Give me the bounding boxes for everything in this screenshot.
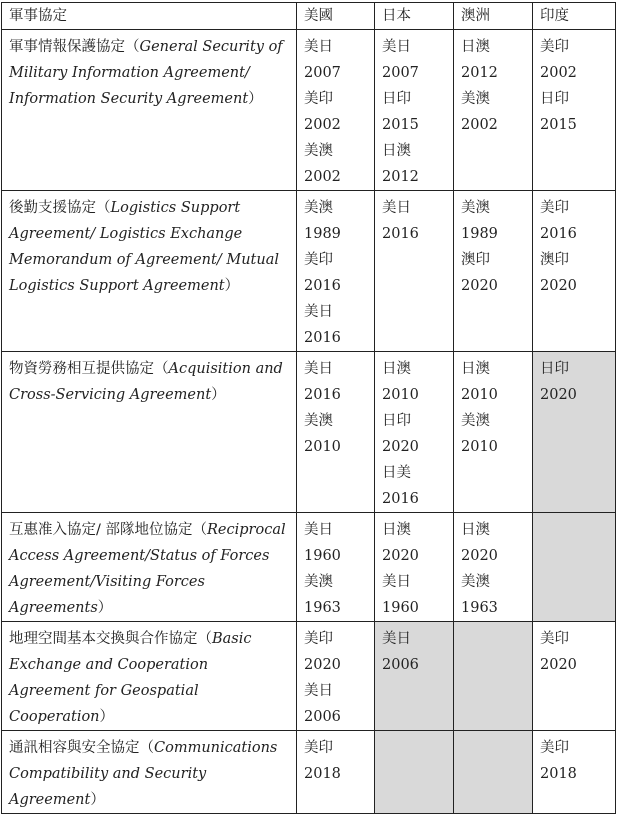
agreement-pair [382,34,447,86]
agreement-pair [304,34,368,86]
pair-year: 2006 [304,709,341,725]
agreement-pair [461,517,526,569]
agreement-name-zh: 物資勞務相互提供協定（ [9,361,169,377]
agreement-pair [461,247,526,299]
header-country-japan: 日本 [375,3,454,30]
cell-japan [375,622,454,731]
cell-japan [375,191,454,352]
agreement-name-zh: 互惠准入協定/ 部隊地位協定（ [9,522,207,538]
agreement-name-en: Communications Compatibility and Security Agreement [9,740,278,808]
pair-year: 2020 [461,278,498,294]
pair-year: 2018 [540,766,577,782]
pair-countries: 日印 [540,91,569,107]
pair-year: 1963 [461,600,498,616]
cell-us [297,622,375,731]
cell-australia [454,731,533,814]
agreement-name-cell [2,513,297,622]
pair-countries: 澳印 [461,252,490,268]
pair-countries: 日印 [382,413,411,429]
pair-year: 2016 [382,491,419,507]
pair-countries: 美印 [540,631,569,647]
pair-year: 2010 [382,387,419,403]
pair-year: 2006 [382,657,419,673]
agreement-pair [382,195,447,247]
agreement-pair [304,299,368,351]
pair-countries: 美日 [304,522,333,538]
pair-year: 2012 [382,169,419,185]
agreement-pair [382,460,447,512]
cell-japan [375,352,454,513]
pair-year: 2015 [540,117,577,133]
pair-year: 1960 [304,548,341,564]
pair-year: 2020 [540,278,577,294]
agreement-pair [382,408,447,460]
pair-year: 2018 [304,766,341,782]
pair-countries: 美日 [304,683,333,699]
pair-year: 2020 [461,548,498,564]
pair-year: 2002 [304,117,341,133]
cell-australia [454,513,533,622]
pair-countries: 美印 [540,39,569,55]
agreement-pair [461,195,526,247]
header-row [2,3,616,30]
pair-countries: 日印 [382,91,411,107]
agreement-name-cell [2,731,297,814]
agreement-pair [304,678,368,730]
agreement-pair [540,626,609,678]
pair-year: 2010 [461,387,498,403]
cell-australia [454,352,533,513]
agreement-pair [304,735,368,787]
table-row [2,30,616,191]
pair-countries: 日澳 [382,361,411,377]
pair-countries: 美澳 [461,413,490,429]
pair-countries: 美日 [304,39,333,55]
pair-year: 2020 [382,439,419,455]
cell-us [297,731,375,814]
pair-year: 2016 [304,387,341,403]
pair-countries: 美澳 [461,91,490,107]
pair-countries: 美日 [382,574,411,590]
agreement-pair [304,517,368,569]
agreement-name-cell [2,191,297,352]
pair-year: 2020 [382,548,419,564]
agreement-pair [304,626,368,678]
agreement-pair [540,86,609,138]
pair-countries: 日澳 [461,361,490,377]
pair-year: 2016 [304,278,341,294]
pair-year: 1963 [304,600,341,616]
agreement-pair [304,408,368,460]
agreement-name-close: ） [99,709,115,725]
cell-australia [454,191,533,352]
agreement-name-close: ） [90,792,105,808]
table-row [2,622,616,731]
agreement-pair [461,34,526,86]
agreement-pair [540,735,609,787]
table-row [2,731,616,814]
cell-india [533,731,616,814]
pair-countries: 美澳 [304,413,333,429]
pair-countries: 美日 [382,39,411,55]
table-row [2,352,616,513]
agreement-pair [382,86,447,138]
agreement-name-zh: 通訊相容與安全協定（ [9,740,154,756]
pair-countries: 美日 [382,200,411,216]
agreement-pair [540,356,609,408]
agreement-name-zh: 軍事情報保護協定（ [9,39,140,55]
pair-countries: 美澳 [461,574,490,590]
agreement-pair [304,195,368,247]
agreement-name-zh: 後勤支援協定（ [9,200,111,216]
pair-year: 1989 [304,226,341,242]
agreement-pair [382,138,447,190]
agreement-pair [304,247,368,299]
pair-year: 2010 [461,439,498,455]
agreement-pair [540,195,609,247]
agreement-name-zh: 地理空間基本交換與合作協定（ [9,631,212,647]
cell-australia [454,30,533,191]
agreement-name-cell [2,622,297,731]
pair-countries: 澳印 [540,252,569,268]
pair-countries: 美印 [540,200,569,216]
pair-year: 2016 [382,226,419,242]
agreement-name-close: ） [224,278,240,294]
agreement-name-cell [2,30,297,191]
agreement-pair [304,138,368,190]
pair-countries: 美印 [540,740,569,756]
pair-countries: 美印 [304,91,333,107]
agreement-name-close: ） [211,387,226,403]
pair-year: 2016 [540,226,577,242]
pair-year: 2020 [304,657,341,673]
pair-year: 2007 [304,65,341,81]
agreement-pair [304,569,368,621]
pair-year: 2002 [540,65,577,81]
pair-countries: 日印 [540,361,569,377]
agreement-name-en: General Security of Military Information Agreement/ Information Security Agreement [9,39,283,107]
agreement-pair [382,517,447,569]
cell-india [533,191,616,352]
agreement-pair [304,356,368,408]
agreement-name-cell [2,352,297,513]
cell-australia [454,622,533,731]
agreement-pair [304,86,368,138]
agreement-pair [461,86,526,138]
agreement-name-close: ） [248,91,263,107]
table-body [2,30,616,814]
table-row [2,513,616,622]
pair-year: 2002 [304,169,341,185]
pair-countries: 美澳 [461,200,490,216]
cell-japan [375,30,454,191]
header-agreement: 軍事協定 [2,3,297,30]
pair-countries: 美日 [382,631,411,647]
pair-year: 1960 [382,600,419,616]
pair-countries: 日澳 [382,522,411,538]
cell-us [297,352,375,513]
pair-countries: 美印 [304,252,333,268]
pair-year: 2016 [304,330,341,346]
pair-countries: 美日 [304,361,333,377]
header-country-australia: 澳洲 [454,3,533,30]
agreement-pair [382,569,447,621]
pair-year: 2020 [540,387,577,403]
pair-countries: 美澳 [304,200,333,216]
agreement-pair [382,356,447,408]
pair-year: 2002 [461,117,498,133]
agreement-pair [540,247,609,299]
cell-japan [375,513,454,622]
pair-year: 2010 [304,439,341,455]
pair-countries: 美印 [304,631,333,647]
header-country-india: 印度 [533,3,616,30]
agreement-name-en: Acquisition and Cross-Servicing Agreement [9,361,283,403]
cell-india [533,30,616,191]
pair-countries: 日澳 [461,522,490,538]
pair-countries: 美日 [304,304,333,320]
cell-india [533,622,616,731]
pair-countries: 美澳 [304,574,333,590]
agreement-pair [461,408,526,460]
cell-us [297,513,375,622]
agreement-name-en: Reciprocal Access Agreement/Status of Forces Agreement/Visiting Forces Agreements [9,522,286,616]
agreement-pair [540,34,609,86]
pair-countries: 日澳 [382,143,411,159]
agreement-name-en: Basic Exchange and Cooperation Agreement for Geospatial Cooperation [9,631,252,725]
cell-us [297,191,375,352]
table-row [2,191,616,352]
pair-year: 1989 [461,226,498,242]
cell-india [533,352,616,513]
agreement-name-en: Logistics Support Agreement/ Logistics Exchange Memorandum of Agreement/ Mutual Logistics Support Agreement [9,200,279,294]
pair-year: 2020 [540,657,577,673]
pair-countries: 美澳 [304,143,333,159]
cell-us [297,30,375,191]
cell-india [533,513,616,622]
header-country-us: 美國 [297,3,375,30]
pair-year: 2012 [461,65,498,81]
pair-countries: 日美 [382,465,411,481]
pair-year: 2007 [382,65,419,81]
agreement-pair [461,356,526,408]
pair-countries: 美印 [304,740,333,756]
agreement-pair [382,626,447,678]
agreements-table [1,2,616,814]
pair-countries: 日澳 [461,39,490,55]
pair-year: 2015 [382,117,419,133]
agreement-pair [461,569,526,621]
cell-japan [375,731,454,814]
agreement-name-close: ） [97,600,113,616]
